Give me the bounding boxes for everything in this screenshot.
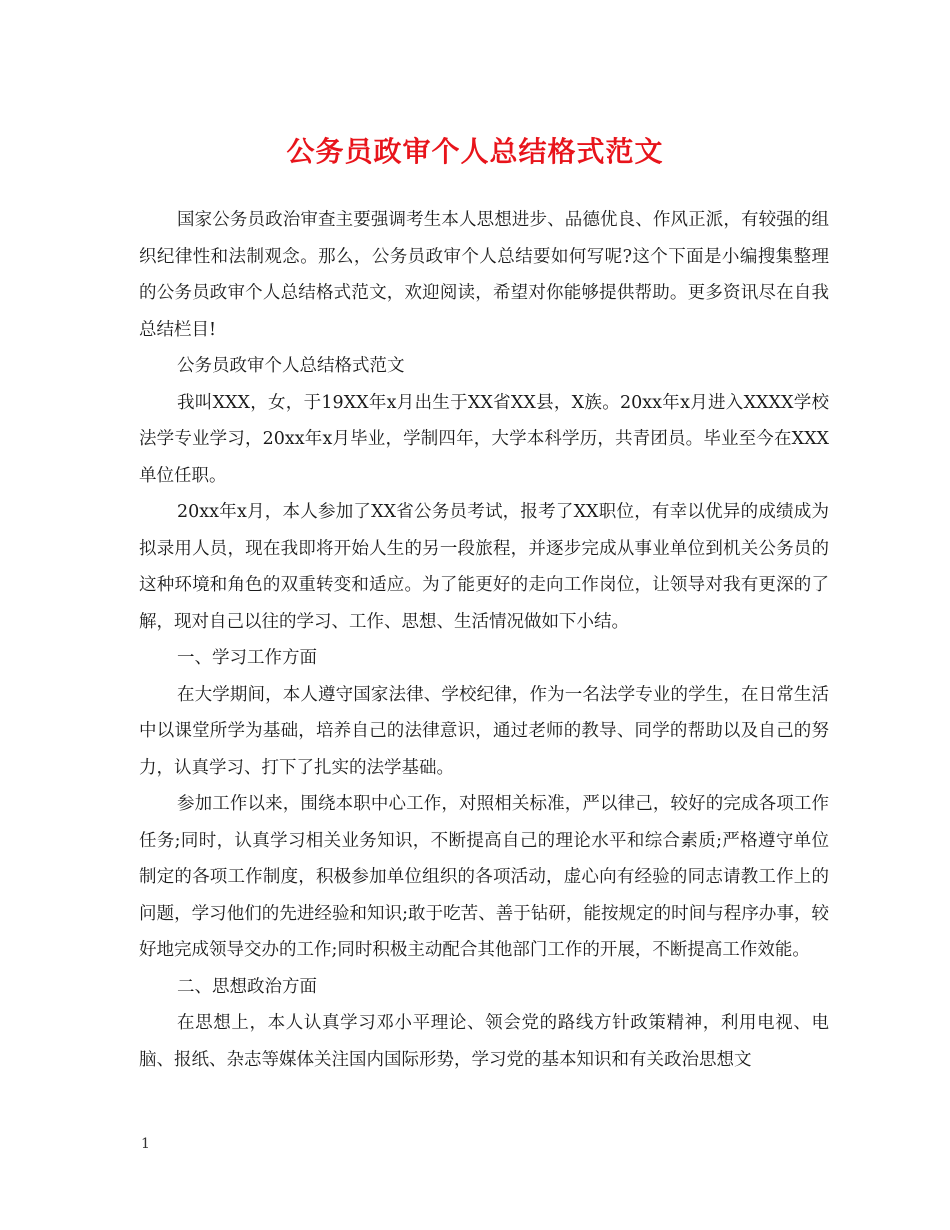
paragraph-university: 在大学期间，本人遵守国家法律、学校纪律，作为一名法学专业的学生，在日常生活中以课堂所学为基础，培养自己的法律意识，通过老师的教导、同学的帮助以及自己的努力，认真学习、打下了扎实的法学基础。 (139, 684, 829, 778)
document-body (139, 202, 829, 1078)
page-number: 1 (141, 1136, 150, 1152)
paragraph-thought: 在思想上，本人认真学习邓小平理论、领会党的路线方针政策精神，利用电视、电脑、报纸、杂志等媒体关注国内国际形势，学习党的基本知识和有关政治思想文 (139, 1013, 829, 1070)
paragraph-subtitle: 公务员政审个人总结格式范文 (177, 356, 405, 376)
section-heading-political: 二、思想政治方面 (177, 976, 317, 997)
section-heading-study-work: 一、学习工作方面 (177, 648, 317, 668)
paragraph-work: 参加工作以来，围绕本职中心工作，对照相关标准，严以律己，较好的完成各项工作任务;同时，认真学习相关业务知识，不断提高自己的理论水平和综合素质;严格遵守单位制定的各项工作制度，积极参加单位组织的各项活动，虚心向有经验的同志请教工作上的问题，学习他们的先进经验和知识;敢于吃苦、善于钻研，能按规定的时间与程序办事，较好地完成领导交办的工作;同时积极主动配合其他部门工作的开展，不断提高工作效能。 (139, 794, 829, 960)
paragraph-intro: 国家公务员政治审查主要强调考生本人思想进步、品德优良、作风正派，有较强的组织纪律性和法制观念。那么，公务员政审个人总结要如何写呢?这个下面是小编搜集整理的公务员政审个人总结格式范文，欢迎阅读，希望对你能够提供帮助。更多资讯尽在自我总结栏目! (139, 210, 829, 340)
paragraph-personal-info: 我叫XXX，女，于19XX年x月出生于XX省XX县，X族。20xx年x月进入XXXX学校法学专业学习，20xx年x月毕业，学制四年，大学本科学历，共青团员。毕业至今在XXX单位任职。 (139, 392, 829, 486)
document-title: 公务员政审个人总结格式范文 (286, 135, 664, 168)
paragraph-exam: 20xx年x月，本人参加了XX省公务员考试，报考了XX职位，有幸以优异的成绩成为拟录用人员，现在我即将开始人生的另一段旅程，并逐步完成从事业单位到机关公务员的这种环境和角色的双重转变和适应。为了能更好的走向工作岗位，让领导对我有更深的了解，现对自己以往的学习、工作、思想、生活情况做如下小结。 (139, 502, 829, 632)
